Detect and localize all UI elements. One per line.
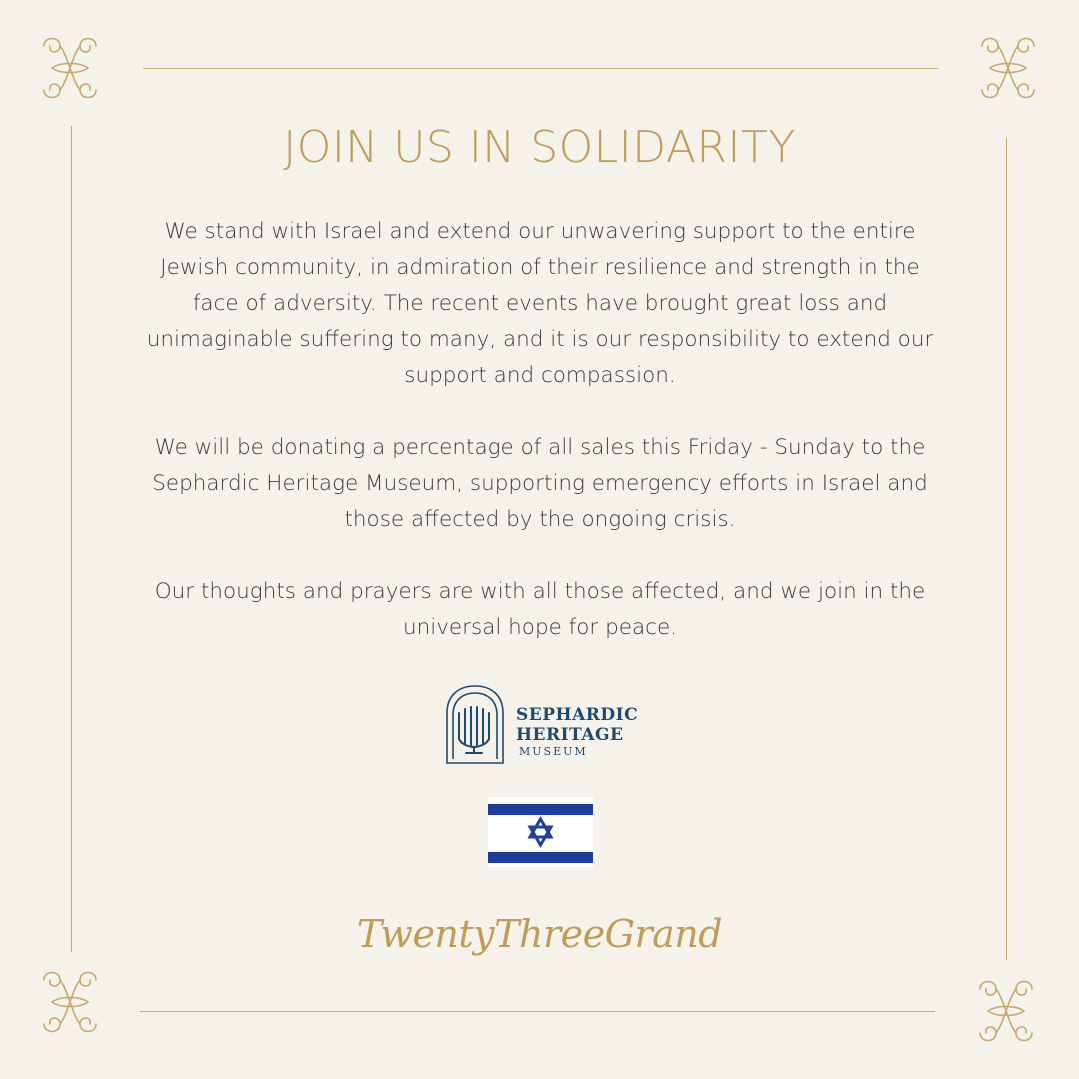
israel-flag-icon — [488, 797, 593, 867]
solidarity-paragraph: We stand with Israel and extend our unwavering support to the entire Jewish community, in admiration of their resilience and strength in the face of adversity. The recent events have brought great loss and unimaginable suffering to many, and it is our responsibility to extend our support and compassion. — [146, 219, 934, 388]
page-title: JOIN US IN SOLIDARITY — [283, 122, 796, 173]
sephardic-heritage-museum-logo — [444, 683, 644, 765]
corner-ornament-icon — [34, 32, 106, 104]
prayers-paragraph: Our thoughts and prayers are with all those affected, and we join in the universal hope for peace. — [154, 579, 926, 640]
museum-line-1: SEPHARDIC — [516, 705, 639, 725]
right-border-line — [1006, 138, 1007, 960]
museum-wordmark — [516, 705, 638, 759]
museum-line-2: HERITAGE — [516, 725, 624, 745]
twentythreegrand-wordmark: TwentyThreeGrand — [356, 912, 723, 956]
museum-arch-icon — [444, 683, 506, 765]
corner-ornament-icon — [34, 966, 106, 1038]
top-border-line — [143, 68, 938, 69]
left-border-line — [71, 126, 72, 952]
museum-line-3: MUSEUM — [519, 745, 588, 758]
corner-ornament-icon — [972, 32, 1044, 104]
corner-ornament-icon — [970, 975, 1042, 1047]
bottom-border-line — [140, 1011, 935, 1012]
donation-paragraph: We will be donating a percentage of all sales this Friday - Sunday to the Sephardic Heritage Museum, supporting emergency efforts in Israel and those affected by the ongoing crisis. — [152, 435, 928, 532]
